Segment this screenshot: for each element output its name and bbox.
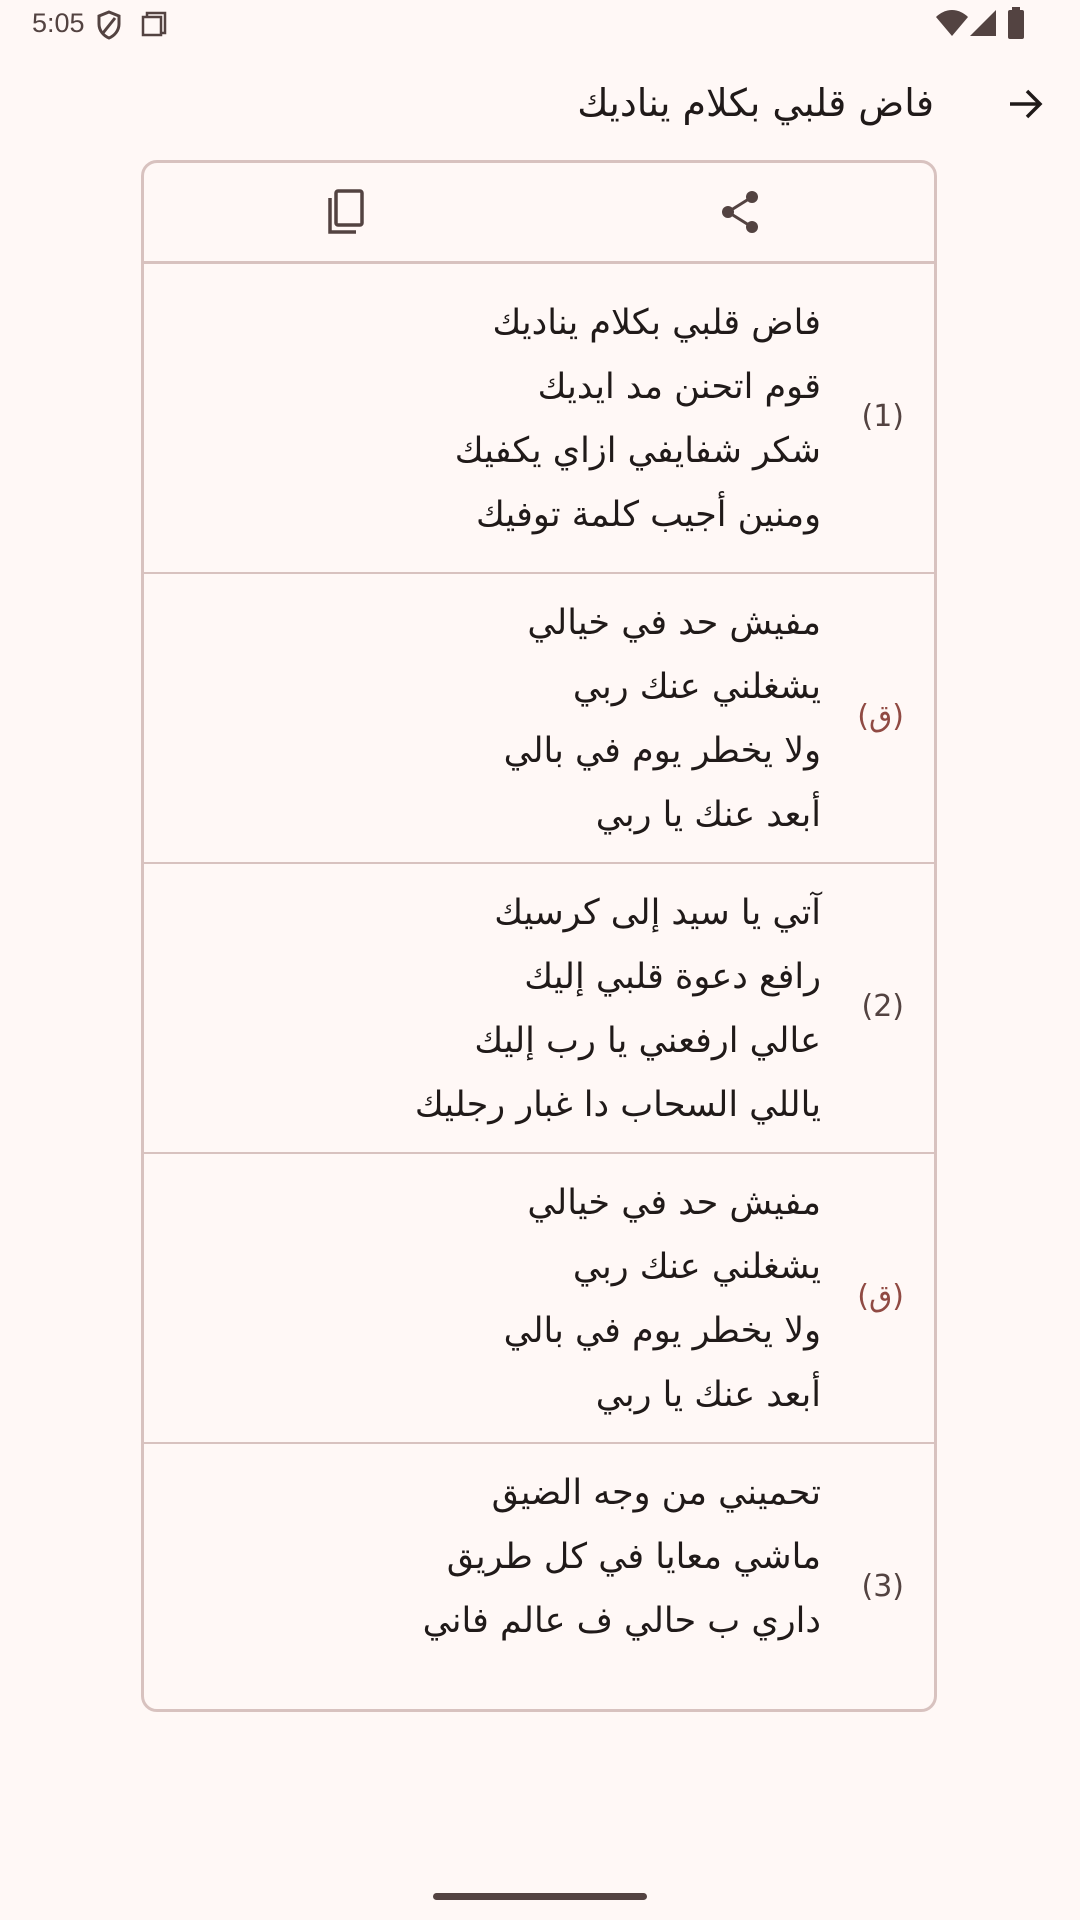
stanza-lines bbox=[423, 1461, 821, 1653]
hymn-card bbox=[141, 160, 937, 1712]
stanza-lines bbox=[504, 591, 821, 847]
stanza-label: (2) bbox=[861, 989, 904, 1024]
stanza-lines bbox=[415, 881, 821, 1137]
copy-icon bbox=[322, 188, 366, 236]
stanza-label: (1) bbox=[861, 399, 904, 434]
stanza-2 bbox=[144, 864, 934, 1154]
stanza-line: أبعد عنك يا ربي bbox=[595, 795, 821, 835]
stanza-1 bbox=[144, 264, 934, 574]
stanza-line: مفيش حد في خيالي bbox=[527, 603, 821, 643]
share-icon bbox=[718, 189, 762, 235]
stanza-line: رافع دعوة قلبي إليك bbox=[524, 957, 821, 997]
stanza-chorus bbox=[144, 574, 934, 864]
stanza-label: (ق) bbox=[857, 699, 904, 734]
wifi-icon bbox=[935, 8, 969, 42]
arrow-forward-icon bbox=[1006, 84, 1046, 124]
status-bar bbox=[0, 0, 1080, 48]
stanza-label: (3) bbox=[861, 1569, 904, 1604]
stanza-3 bbox=[144, 1444, 934, 1704]
stanza-line: ماشي معايا في كل طريق bbox=[446, 1537, 821, 1577]
stanza-line: شكر شفايفي ازاي يكفيك bbox=[454, 431, 821, 471]
home-gesture-bar[interactable] bbox=[433, 1893, 647, 1900]
stanza-lines bbox=[455, 291, 821, 547]
stanza-line: آتي يا سيد إلى كرسيك bbox=[494, 893, 821, 933]
shield-icon bbox=[96, 10, 122, 44]
stanza-line: أبعد عنك يا ربي bbox=[595, 1375, 821, 1415]
stanza-line: ولا يخطر يوم في بالي bbox=[503, 731, 821, 771]
stanza-line: داري ب حالي ف عالم فاني bbox=[422, 1601, 821, 1641]
stanza-line: يشغلني عنك ربي bbox=[572, 1247, 821, 1287]
back-button[interactable] bbox=[998, 76, 1054, 132]
status-time: 5:05 bbox=[32, 8, 85, 38]
stanza-line: تحميني من وجه الضيق bbox=[491, 1473, 821, 1513]
stanza-line: مفيش حد في خيالي bbox=[527, 1183, 821, 1223]
stanza-line: ومنين أجيب كلمة توفيك bbox=[476, 495, 821, 535]
page-title: فاض قلبي بكلام يناديك bbox=[577, 81, 934, 125]
stanza-label: (ق) bbox=[857, 1279, 904, 1314]
stanza-line: يشغلني عنك ربي bbox=[572, 667, 821, 707]
stanza-line: فاض قلبي بكلام يناديك bbox=[492, 303, 821, 343]
card-toolbar bbox=[144, 163, 934, 264]
battery-icon bbox=[1007, 6, 1025, 44]
stanza-line: ياللي السحاب دا غبار رجليك bbox=[414, 1085, 821, 1125]
share-button[interactable] bbox=[710, 182, 770, 242]
stanza-chorus bbox=[144, 1154, 934, 1444]
stanza-line: قوم اتحنن مد ايديك bbox=[537, 367, 821, 407]
stanza-line: ولا يخطر يوم في بالي bbox=[503, 1311, 821, 1351]
copy-button[interactable] bbox=[314, 182, 374, 242]
stanza-line: عالي ارفعني يا رب إليك bbox=[474, 1021, 821, 1061]
stanza-lines bbox=[504, 1171, 821, 1427]
cellular-signal-icon bbox=[969, 8, 997, 42]
sim-card-icon bbox=[140, 10, 168, 42]
top-app-bar bbox=[0, 48, 1080, 158]
